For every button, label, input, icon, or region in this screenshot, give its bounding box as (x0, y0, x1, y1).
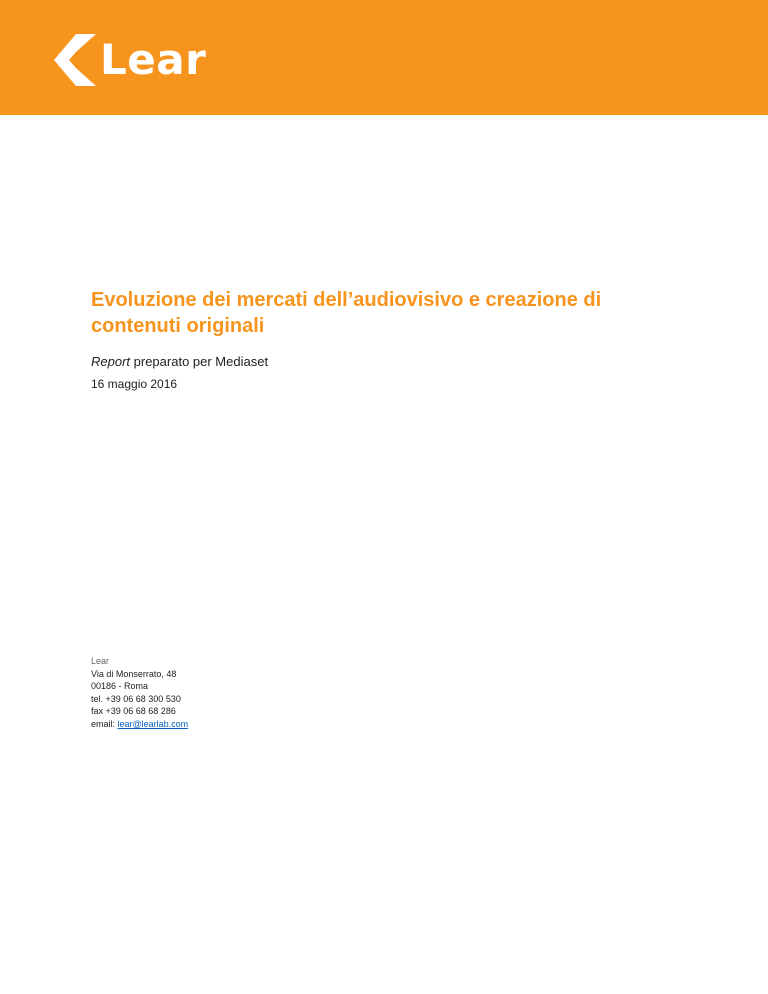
lear-logo (54, 34, 206, 86)
contact-company: Lear (91, 656, 110, 666)
document-subtitle (91, 353, 268, 371)
contact-address: Via di Monserrato, 48 (91, 668, 177, 679)
contact-email-label: email: (91, 718, 118, 729)
header-band (0, 0, 768, 115)
contact-email-link[interactable]: lear@learlab.com (117, 718, 189, 729)
lear-logo-icon (54, 34, 96, 86)
contact-tel: tel. +39 06 68 300 530 (91, 693, 181, 704)
subtitle-rest: preparato per Mediaset (130, 354, 269, 369)
contact-city: 00186 - Roma (91, 681, 149, 692)
document-title: Evoluzione dei mercati dell’audiovisivo e creazione di contenuti originali (91, 289, 602, 337)
contact-block (91, 655, 188, 731)
subtitle-italic: Report (91, 354, 131, 369)
lear-logo-text: Lear (100, 35, 207, 84)
contact-email-line (91, 718, 188, 731)
contact-fax: fax +39 06 68 68 286 (91, 706, 176, 717)
document-date: 16 maggio 2016 (91, 377, 178, 391)
